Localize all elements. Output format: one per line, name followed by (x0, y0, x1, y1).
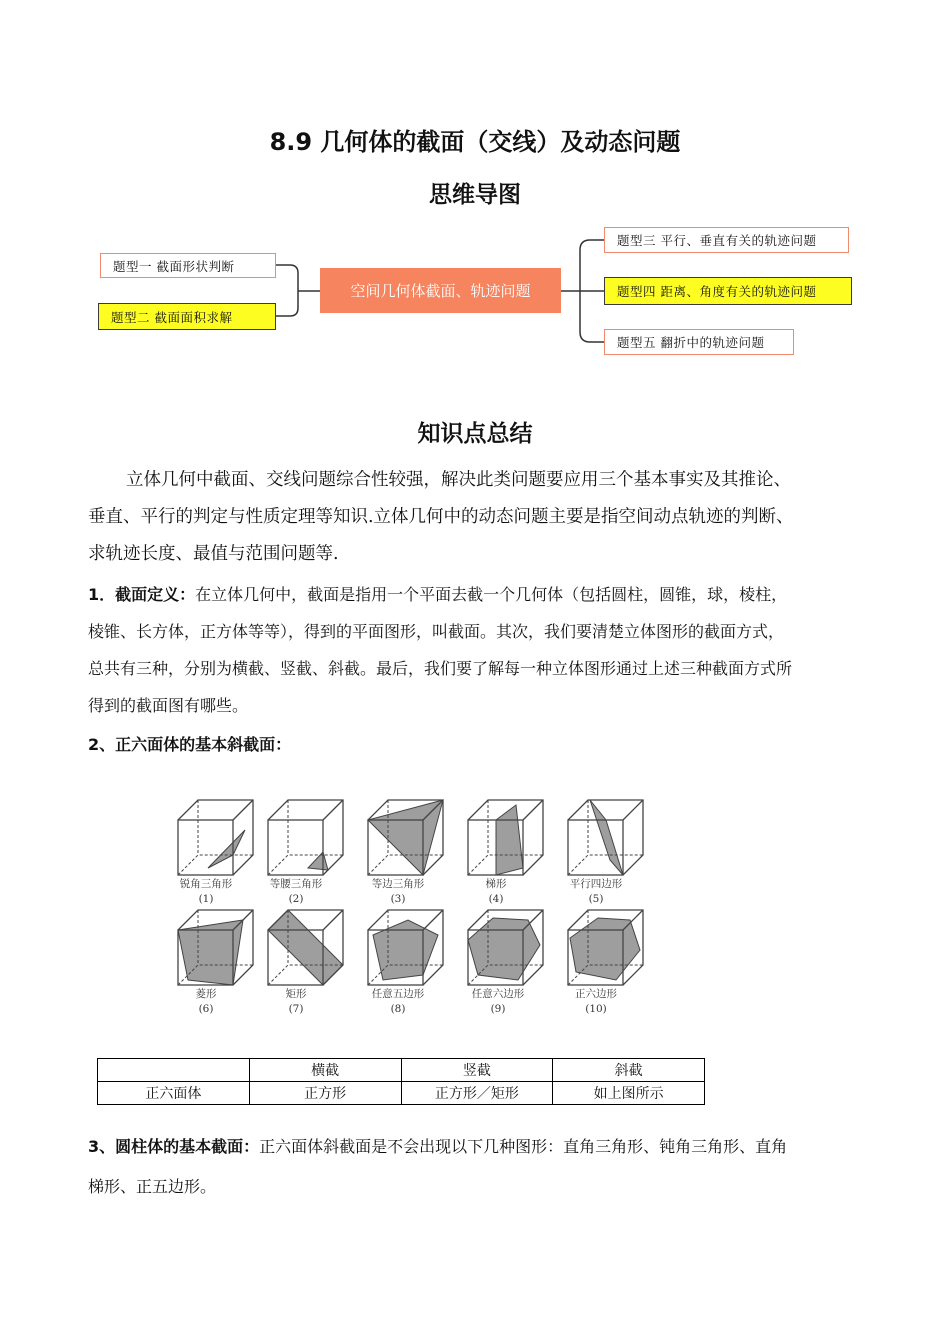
cube-index-5: (5) (588, 893, 604, 905)
point1-paragraph (88, 576, 863, 724)
knowledge-heading: 知识点总结 (417, 421, 533, 447)
cube-label-8: 任意五边形 (371, 988, 425, 1000)
table-cell: 正方形／矩形 (401, 1082, 553, 1105)
cube-section-4 (468, 800, 543, 905)
cube-sections-figure (160, 790, 660, 1020)
table-header-row (98, 1059, 705, 1082)
cube-index-10: (10) (585, 1003, 607, 1015)
cube-section-6 (178, 910, 253, 1015)
cube-index-2: (2) (288, 893, 304, 905)
intro-line-1: 立体几何中截面、交线问题综合性较强，解决此类问题要应用三个基本事实及其推论、 (126, 470, 791, 490)
point1-line-3: 总共有三种，分别为横截、竖截、斜截。最后，我们要了解每一种立体图形通过上述三种截面方式所 (88, 659, 793, 678)
intro-paragraph (88, 462, 863, 573)
cube-section-9 (468, 910, 543, 1015)
point2-label: 2、正六面体的基本斜截面： (88, 735, 292, 754)
table-cell: 如上图所示 (553, 1082, 705, 1105)
cube-section-7 (268, 910, 343, 1015)
point1-line-2: 棱锥、长方体，正方体等等），得到的平面图形，叫截面。其次，我们要清楚立体图形的截面方式， (88, 622, 785, 641)
page-title: 8.9 几何体的截面（交线）及动态问题 (269, 128, 681, 156)
table-header-cell (98, 1059, 250, 1082)
table-header-cell: 竖截 (401, 1059, 553, 1082)
cube-label-2: 等腰三角形 (269, 878, 323, 890)
point1-line-1: 在立体几何中，截面是指用一个平面去截一个几何体（包括圆柱，圆锥，球，棱柱， (195, 585, 788, 604)
mindmap-node-type4: 题型四 距离、角度有关的轨迹问题 (604, 277, 852, 305)
cube-section-2 (268, 800, 343, 905)
intro-line-2: 垂直、平行的判定与性质定理等知识.立体几何中的动态问题主要是指空间动点轨迹的判断、 (88, 507, 794, 527)
cube-index-8: (8) (390, 1003, 406, 1015)
cube-label-4: 梯形 (485, 878, 507, 890)
cube-index-6: (6) (198, 1003, 214, 1015)
point3-line-1: 正六面体斜截面是不会出现以下几种图形：直角三角形、钝角三角形、直角 (259, 1137, 788, 1156)
table-header-cell: 斜截 (553, 1059, 705, 1082)
table-cell: 正六面体 (98, 1082, 250, 1105)
cube-label-1: 锐角三角形 (179, 878, 233, 890)
table-header-cell: 横截 (249, 1059, 401, 1082)
table-row (98, 1082, 705, 1105)
mindmap-node-type2: 题型二 截面面积求解 (98, 303, 276, 330)
cube-section-10 (568, 910, 643, 1015)
cube-index-9: (9) (490, 1003, 506, 1015)
cube-index-4: (4) (488, 893, 504, 905)
table-cell: 正方形 (249, 1082, 401, 1105)
cube-label-3: 等边三角形 (371, 878, 425, 890)
cube-section-5 (568, 800, 643, 905)
point1-line-4: 得到的截面图有哪些。 (88, 696, 249, 715)
cube-section-3 (368, 800, 443, 905)
point3-label: 3、圆柱体的基本截面： (88, 1137, 260, 1156)
cube-label-7: 矩形 (285, 988, 307, 1000)
cube-section-8 (368, 910, 443, 1015)
cube-label-10: 正六边形 (575, 988, 617, 1000)
mindmap-node-type1: 题型一 截面形状判断 (100, 253, 276, 278)
section-table (97, 1058, 705, 1105)
cube-label-9: 任意六边形 (471, 988, 525, 1000)
point3-paragraph (88, 1127, 863, 1207)
intro-line-3: 求轨迹长度、最值与范围问题等. (88, 544, 339, 564)
cube-index-3: (3) (390, 893, 406, 905)
mindmap-center: 空间几何体截面、轨迹问题 (320, 268, 561, 313)
mindmap-node-type3: 题型三 平行、垂直有关的轨迹问题 (604, 227, 849, 253)
cube-index-7: (7) (288, 1003, 304, 1015)
cube-label-5: 平行四边形 (569, 878, 623, 890)
cube-label-6: 菱形 (195, 988, 217, 1000)
mindmap-node-type5: 题型五 翻折中的轨迹问题 (604, 329, 794, 355)
left-connector (276, 265, 298, 316)
cube-index-1: (1) (198, 893, 214, 905)
point2-paragraph (88, 726, 863, 763)
point3-line-2: 梯形、正五边形。 (88, 1177, 217, 1196)
cube-section-1 (178, 800, 253, 905)
point1-label: 1．截面定义： (88, 585, 196, 604)
mindmap-heading: 思维导图 (429, 182, 521, 208)
